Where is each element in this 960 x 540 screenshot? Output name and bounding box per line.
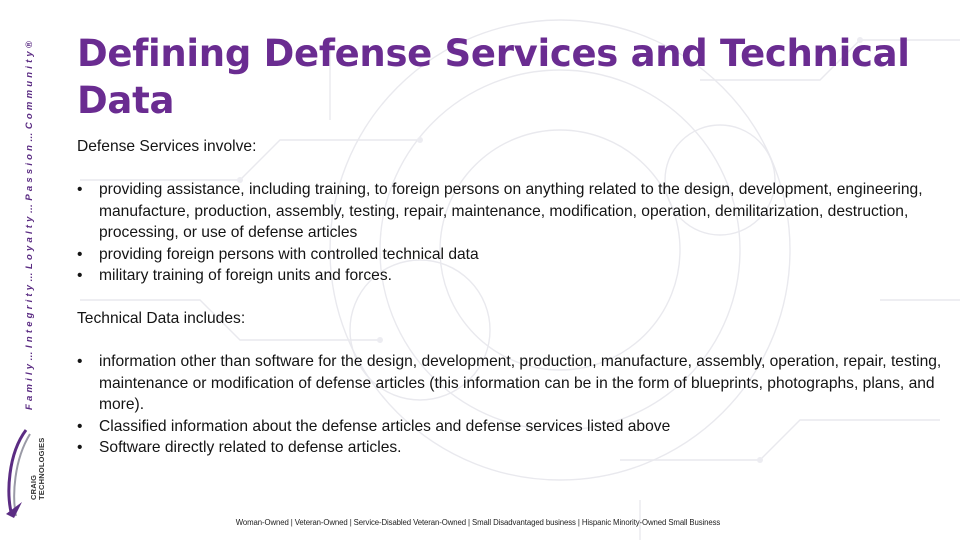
logo-wordmark-line2: TECHNOLOGIES <box>37 437 46 500</box>
list-item-text: Software directly related to defense articles. <box>99 439 402 456</box>
list-item <box>77 179 947 244</box>
defense-services-list <box>77 179 947 287</box>
footer-certifications: Woman-Owned | Veteran-Owned | Service-Disabled Veteran-Owned | Small Disadvantaged business | Hispanic Minority-Owned Small Business <box>235 518 721 527</box>
bullet-icon: • <box>77 267 83 284</box>
list-item-text: military training of foreign units and forces. <box>99 267 392 284</box>
bullet-icon: • <box>77 439 83 456</box>
list-item <box>77 437 947 459</box>
list-item <box>77 416 947 438</box>
technical-data-list <box>77 351 947 459</box>
bullet-icon: • <box>77 417 83 435</box>
list-item-text: Classified information about the defense articles and defense services listed above <box>99 417 671 435</box>
list-item <box>77 351 947 416</box>
slide-title: Defining Defense Services and Technical Data <box>77 32 910 122</box>
slide-content <box>77 136 947 459</box>
list-item <box>77 244 947 266</box>
technical-data-heading: Technical Data includes: <box>77 310 246 327</box>
defense-services-heading: Defense Services involve: <box>77 138 257 155</box>
bullet-icon: • <box>77 181 83 198</box>
logo-wordmark-line1: CRAIG <box>29 474 38 500</box>
list-item-text: providing assistance, including training, to foreign persons on anything related to the design, development, engineering, manufacture, production, assembly, testing, repair, maintenance, modification, operation, demilitarization, destruction, processing, or use of defense articles <box>99 181 923 241</box>
bullet-icon: • <box>77 245 83 263</box>
list-item-text: providing foreign persons with controlled technical data <box>99 245 479 263</box>
list-item <box>77 265 947 287</box>
logo-wordmark <box>30 438 46 500</box>
list-item-text: information other than software for the design, development, production, manufacture, assembly, operation, repair, testing, maintenance or modification of defense articles (this information can be in the form of blueprints, photographs, plans, and more). <box>99 353 942 413</box>
bullet-icon: • <box>77 353 83 370</box>
side-tagline: Family…Integrity…Loyalty…Passion…Community® <box>24 37 35 410</box>
